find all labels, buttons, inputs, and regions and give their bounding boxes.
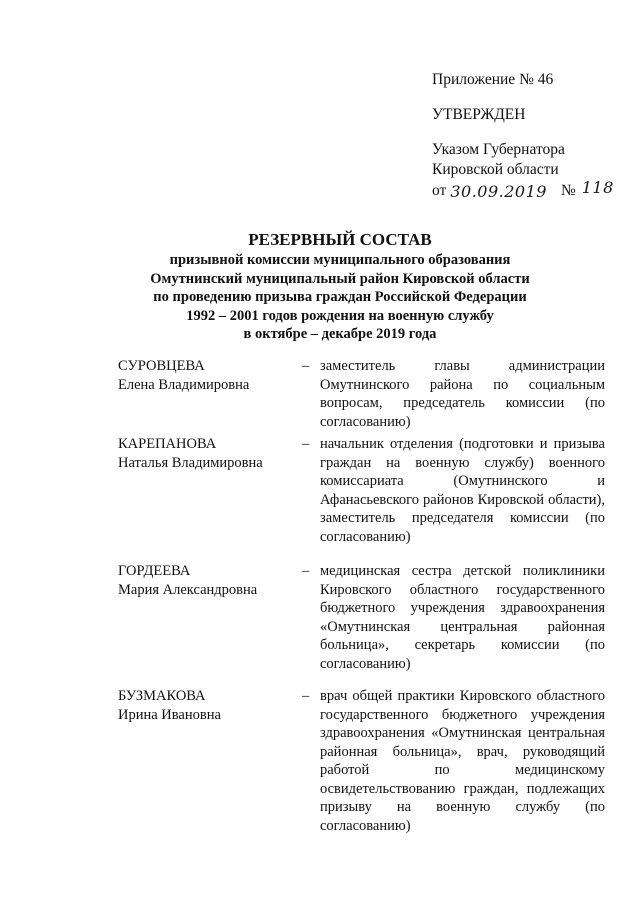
member-entry xyxy=(118,562,606,673)
member-given-name: Ирина Ивановна xyxy=(118,706,221,723)
member-given-name: Мария Александровна xyxy=(118,581,258,598)
decree-line-1: Указом Губернатора xyxy=(432,141,565,158)
dash-separator: – xyxy=(302,563,310,579)
member-surname: БУЗМАКОВА xyxy=(118,688,206,704)
member-name xyxy=(118,357,298,431)
member-role: начальник отделения (подготовки и призыва граждан на военную службу) военного комиссариата (Омутнинского и Афанасьевского районов Кировской области), заместитель председателя комиссии (по согласованию) xyxy=(320,436,605,545)
member-given-name: Елена Владимировна xyxy=(118,376,250,393)
member-entry xyxy=(118,435,606,546)
handwritten-date: 30.09.2019 xyxy=(450,182,547,201)
dash-separator: – xyxy=(302,436,310,452)
handwritten-number: 118 xyxy=(581,178,614,197)
number-label: № xyxy=(560,182,576,199)
decree-line-2: Кировской области xyxy=(432,161,559,178)
member-role: медицинская сестра детской поликлиники Кировского областного государственного бюджетного учреждения здравоохранения «Омутнинская центральная районная больница», секретарь комиссии (по согласованию) xyxy=(320,563,605,672)
member-role: врач общей практики Кировского областного государственного бюджетного учреждения здравоохранения «Омутнинская центральная районная больница», врач, руководящий работой по медицинскому освидетельствованию граждан, подлежащих призыву на военную службу (по согласованию) xyxy=(320,688,605,834)
title-line-4: 1992 – 2001 годов рождения на военную службу xyxy=(186,307,494,324)
title-line-1: призывной комиссии муниципального образования xyxy=(169,252,511,268)
document-title-block xyxy=(80,229,600,344)
member-surname: КАРЕПАНОВА xyxy=(118,436,217,452)
member-surname: СУРОВЦЕВА xyxy=(118,358,205,374)
member-role: заместитель главы администрации Омутнинского района по социальным вопросам, председатель комиссии (по согласованию) xyxy=(320,358,605,430)
dash-separator: – xyxy=(302,688,310,704)
member-name xyxy=(118,562,298,673)
title-line-5: в октябре – декабре 2019 года xyxy=(243,326,437,342)
approval-block xyxy=(432,70,632,201)
member-name xyxy=(118,687,298,835)
dash-separator: – xyxy=(302,358,310,374)
appendix-label: Приложение № 46 xyxy=(432,71,554,88)
member-entry xyxy=(118,357,606,431)
member-given-name: Наталья Владимировна xyxy=(118,454,263,471)
title-line-3: по проведению призыва граждан Российской Федерации xyxy=(153,289,527,305)
member-entry xyxy=(118,687,606,835)
document-title: РЕЗЕРВНЫЙ СОСТАВ xyxy=(248,230,432,249)
date-number-row xyxy=(432,180,632,201)
from-label: от xyxy=(432,182,447,199)
title-line-2: Омутнинский муниципальный район Кировской области xyxy=(150,270,530,287)
member-name xyxy=(118,435,298,546)
approved-label: УТВЕРЖДЕН xyxy=(432,106,526,123)
member-surname: ГОРДЕЕВА xyxy=(118,563,191,579)
